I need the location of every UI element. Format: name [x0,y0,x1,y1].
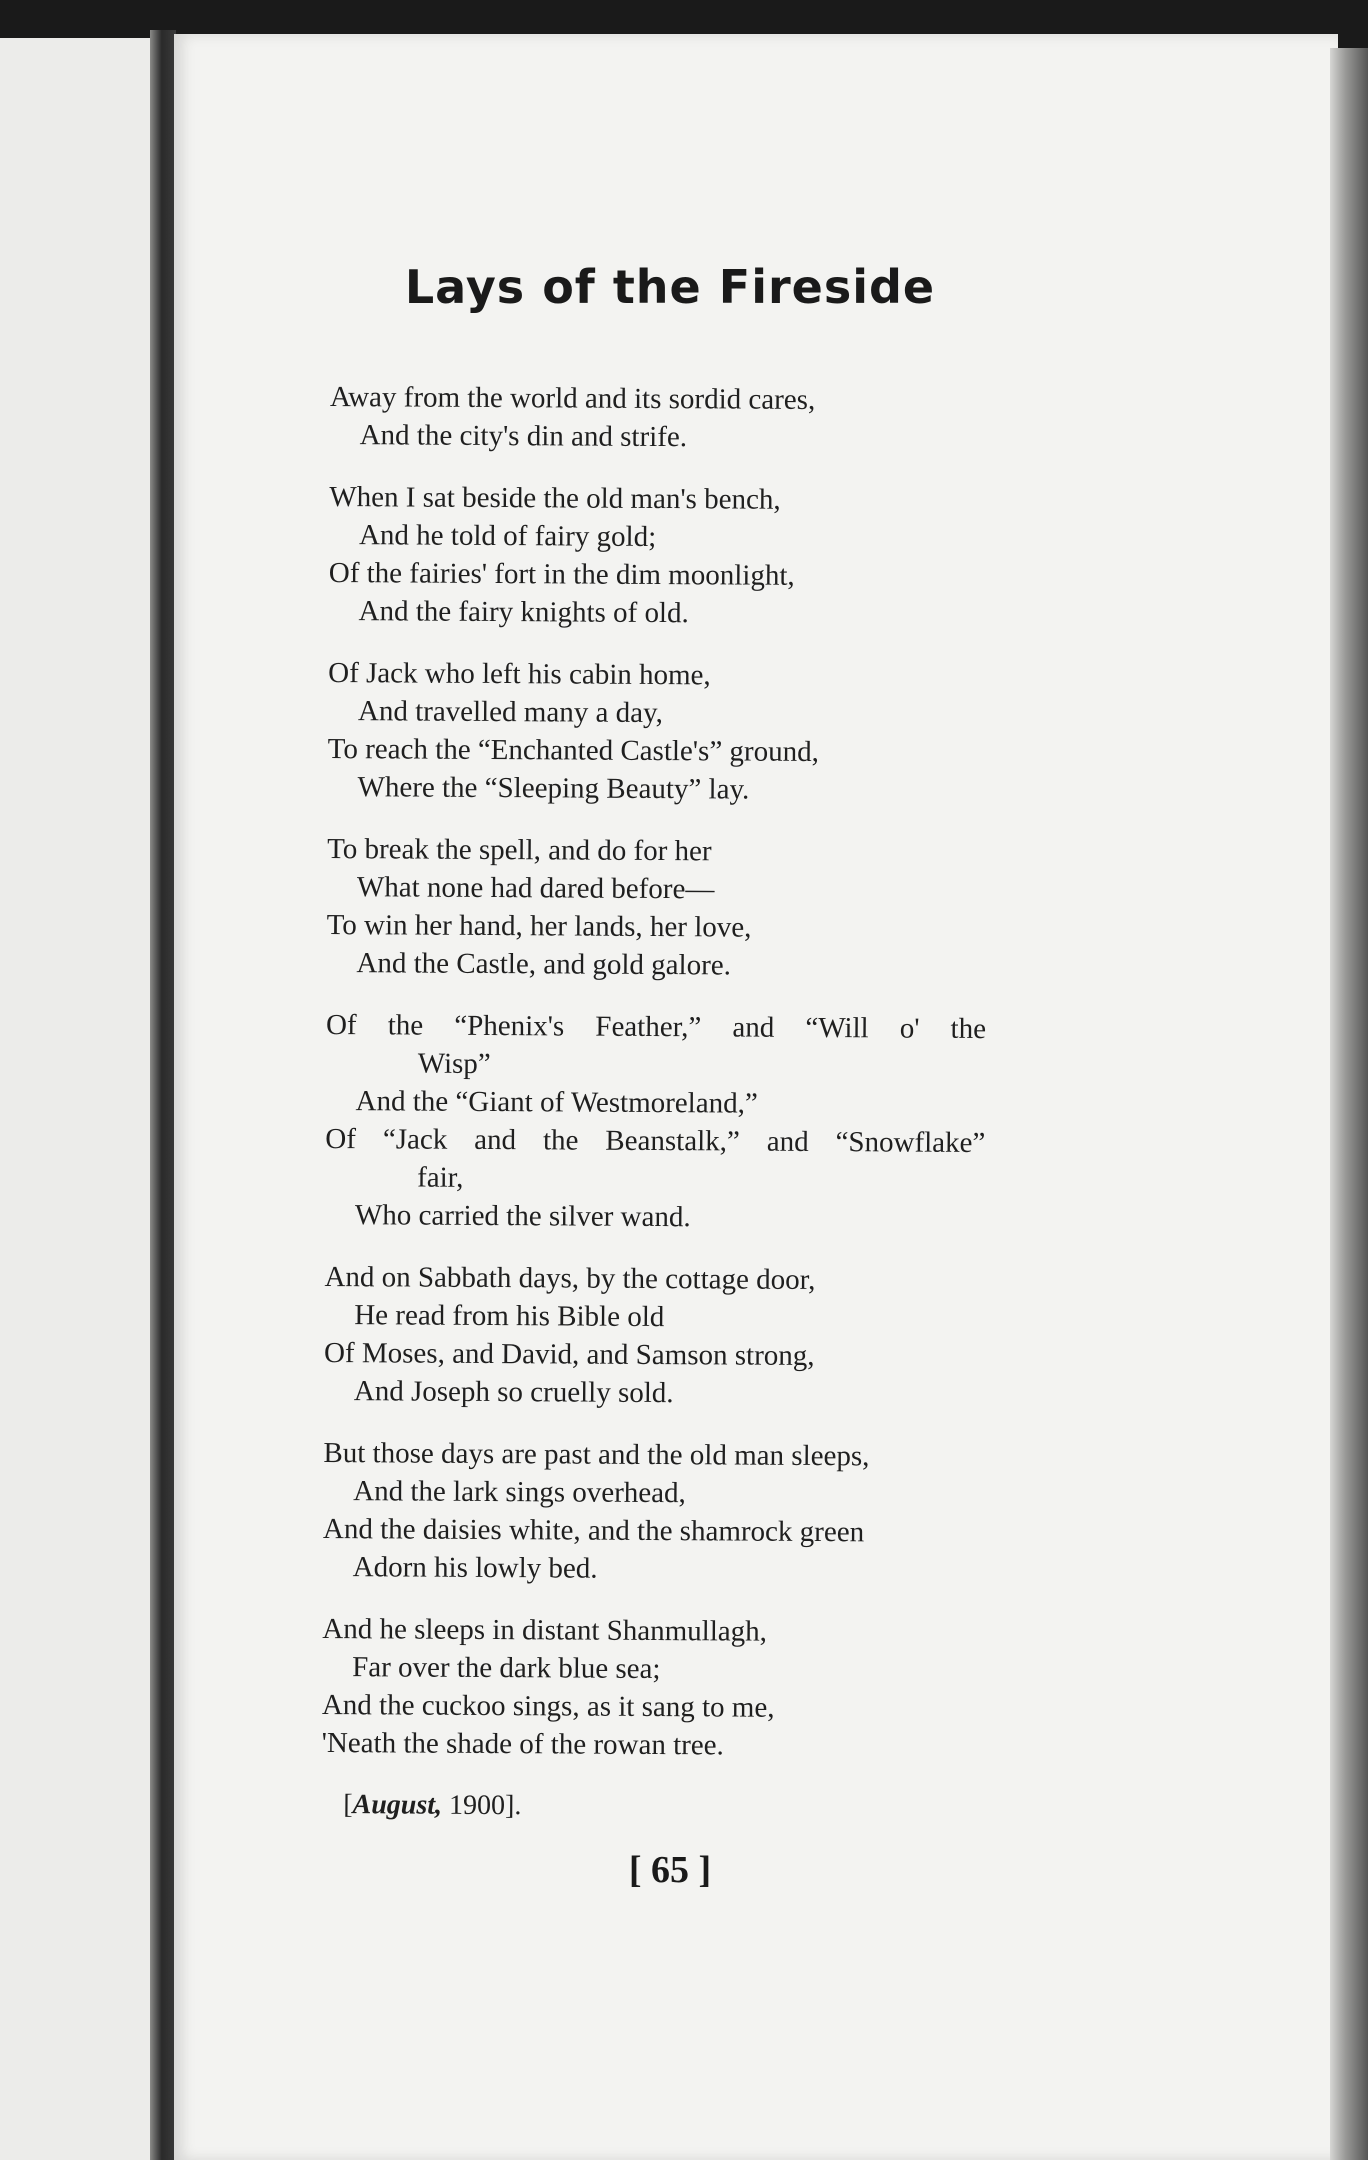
poem-line: And Joseph so cruelly sold. [353,1375,674,1410]
poem-line: What none had dared before— [356,871,715,906]
poem-line: When I sat beside the old man's bench, [329,480,781,516]
poem-line: Of the “Phenix's Feather,” and “Will o' the [325,1008,987,1046]
date-close-bracket: ]. [505,1790,522,1822]
poem-line: Away from the world and its sordid cares, [329,380,816,416]
page-number: [ 65 ] [628,1849,712,1891]
poem-line: Of “Jack and the Beanstalk,” and “Snowflake” [325,1122,986,1160]
poem-line: Who carried the silver wand. [354,1199,691,1234]
facing-page [0,38,160,2160]
poem-line: And travelled many a day, [357,695,663,730]
poem-date [321,1786,1001,1828]
poem-line: Of the fairies' fort in the dim moonlight, [328,556,795,592]
poem-line: He read from his Bible old [354,1299,665,1334]
poem-line: Where the “Sleeping Beauty” lay. [357,771,750,806]
date-year: 1900 [449,1789,506,1822]
poem-line: Adorn his lowly bed. [352,1551,598,1585]
poem-line: And he sleeps in distant Shanmullagh, [322,1612,768,1648]
poem-line: And the city's din and strife. [359,419,688,454]
poem-line: Wisp” [417,1047,491,1080]
stanza-1 [330,378,1010,458]
poem-line: And on Sabbath days, by the cottage door, [324,1260,816,1296]
poem-line: And the “Giant of Westmoreland,” [355,1085,758,1120]
poem-line: But those days are past and the old man sleeps, [323,1436,870,1473]
poem-line: To reach the “Enchanted Castle's” ground, [327,732,820,768]
date-open-bracket: [ [343,1789,353,1821]
poem-line: fair, [417,1161,464,1194]
poem-line: And he told of fairy gold; [358,519,657,553]
stanza-6 [324,1258,1005,1414]
stanza-8 [322,1610,1003,1766]
poem-line: 'Neath the shade of the rowan tree. [321,1726,724,1762]
stanza-7 [323,1434,1004,1590]
stanza-4 [326,830,1007,986]
date-month: August, [352,1789,443,1821]
page-edge [1330,48,1368,2160]
poem-line: And the lark sings overhead, [353,1475,686,1510]
stanza-2 [328,478,1009,634]
poem-line: Far over the dark blue sea; [352,1651,661,1686]
poem-line: To win her hand, her lands, her love, [326,908,752,944]
poem-line: To break the spell, and do for her [327,832,712,868]
stanza-5 [325,1006,1006,1238]
book-gutter [150,30,176,2160]
stanza-3 [327,654,1008,810]
poem-line: And the Castle, and gold galore. [356,947,732,982]
poem-line: Of Moses, and David, and Samson strong, [323,1336,815,1372]
poem-line: Of Jack who left his cabin home, [328,656,711,692]
poem-body [321,378,1010,1828]
poem-line: And the fairy knights of old. [358,595,689,630]
poem-title: Lays of the Fireside [404,260,936,314]
poem-line: And the daisies white, and the shamrock green [322,1512,865,1549]
poem-line: And the cuckoo sings, as it sang to me, [321,1688,775,1724]
